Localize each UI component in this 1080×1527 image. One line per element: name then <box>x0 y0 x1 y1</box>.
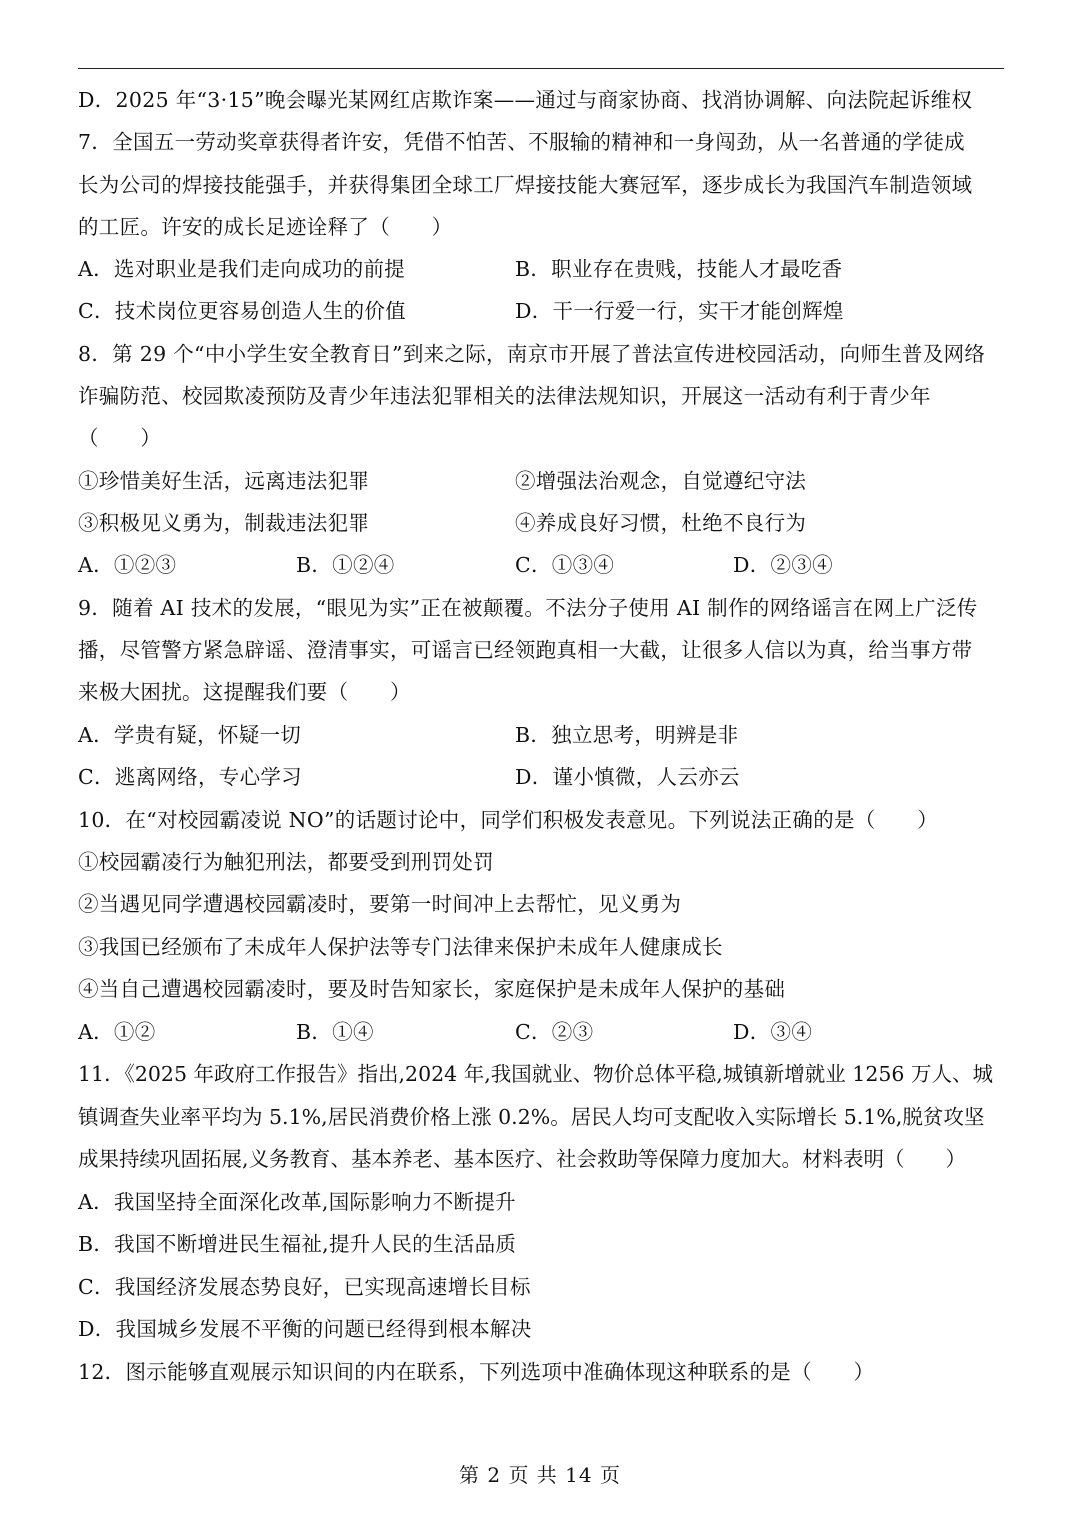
q8-stem-line-1: 8．第 29 个“中小学生安全教育日”到来之际，南京市开展了普法宣传进校园活动，向师生普及网络 <box>78 342 986 366</box>
q7-option-d: D．干一行爱一行，实干才能创辉煌 <box>515 299 844 323</box>
q10-statement-1: ①校园霸凌行为触犯刑法，都要受到刑罚处罚 <box>78 850 494 874</box>
q10-option-d: D．③④ <box>733 1020 813 1044</box>
q9-option-d: D．谨小慎微，人云亦云 <box>515 765 740 789</box>
q7-stem-line-2: 长为公司的焊接技能强手，并获得集团全球工厂焊接技能大赛冠军，逐步成长为我国汽车制造领域 <box>78 173 973 197</box>
header-rule <box>78 68 1004 69</box>
q10-statement-3: ③我国已经颁布了未成年人保护法等专门法律来保护未成年人健康成长 <box>78 935 723 959</box>
q7-option-b: B．职业存在贵贱，技能人才最吃香 <box>515 257 843 281</box>
q8-option-a: A．①②③ <box>78 553 177 577</box>
q10-stem-line-1: 10．在“对校园霸凌说 NO”的话题讨论中，同学们积极发表意见。下列说法正确的是（ ） <box>78 808 939 832</box>
q7-stem-line-1: 7．全国五一劳动奖章获得者许安，凭借不怕苦、不服输的精神和一身闯劲，从一名普通的学徒成 <box>78 130 965 154</box>
q11-stem-line-3: 成果持续巩固拓展,义务教育、基本养老、基本医疗、社会救助等保障力度加大。材料表明（ ） <box>78 1147 967 1171</box>
q7-option-a: A．选对职业是我们走向成功的前提 <box>78 257 406 281</box>
q11-stem-line-1: 11．《2025 年政府工作报告》指出,2024 年,我国就业、物价总体平稳,城镇新增就业 1256 万人、城 <box>78 1062 993 1086</box>
q10-option-a: A．①② <box>78 1020 156 1044</box>
q8-stem-line-3: （ ） <box>78 426 162 450</box>
q11-option-a: A．我国坚持全面深化改革,国际影响力不断提升 <box>78 1190 516 1214</box>
q11-option-b: B．我国不断增进民生福祉,提升人民的生活品质 <box>78 1232 517 1256</box>
q8-option-c: C．①③④ <box>515 553 615 577</box>
q8-stem-line-2: 诈骗防范、校园欺凌预防及青少年违法犯罪相关的法律法规知识，开展这一活动有利于青少年 <box>78 384 931 408</box>
q10-statement-2: ②当遇见同学遭遇校园霸凌时，要第一时间冲上去帮忙，见义勇为 <box>78 892 682 916</box>
q7-option-c: C．技术岗位更容易创造人生的价值 <box>78 299 406 323</box>
q6-option-d: D．2025 年“3·15”晚会曝光某网红店欺诈案——通过与商家协商、找消协调解、向法院起诉维权 <box>78 88 973 112</box>
q9-stem-line-2: 播，尽管警方紧急辟谣、澄清事实，可谣言已经领跑真相一大截，让很多人信以为真，给当事方带 <box>78 638 973 662</box>
q10-statement-4: ④当自己遭遇校园霸凌时，要及时告知家长，家庭保护是未成年人保护的基础 <box>78 977 786 1001</box>
q8-statement-2: ②增强法治观念，自觉遵纪守法 <box>515 469 807 493</box>
q8-option-b: B．①②④ <box>296 553 395 577</box>
q8-statement-4: ④养成良好习惯，杜绝不良行为 <box>515 511 807 535</box>
q7-stem-line-3: 的工匠。许安的成长足迹诠释了（ ） <box>78 215 453 239</box>
q9-stem-line-1: 9．随着 AI 技术的发展，“眼见为实”正在被颠覆。不法分子使用 AI 制作的网络谣言在网上广泛传 <box>78 596 978 620</box>
q12-stem-line-1: 12．图示能够直观展示知识间的内在联系，下列选项中准确体现这种联系的是（ ） <box>78 1360 875 1384</box>
q10-option-c: C．②③ <box>515 1020 594 1044</box>
q9-stem-line-3: 来极大困扰。这提醒我们要（ ） <box>78 680 411 704</box>
q11-option-d: D．我国城乡发展不平衡的问题已经得到根本解决 <box>78 1317 532 1341</box>
q9-option-a: A．学贵有疑，怀疑一切 <box>78 723 302 747</box>
q8-option-d: D．②③④ <box>733 553 833 577</box>
q8-statement-1: ①珍惜美好生活，远离违法犯罪 <box>78 469 370 493</box>
q11-stem-line-2: 镇调查失业率平均为 5.1%,居民消费价格上涨 0.2%。居民人均可支配收入实际增长 5.1%,脱贫攻坚 <box>78 1105 985 1129</box>
page-number: 第 2 页 共 14 页 <box>459 1463 621 1487</box>
q9-option-b: B．独立思考，明辨是非 <box>515 723 739 747</box>
q10-option-b: B．①④ <box>296 1020 374 1044</box>
q8-statement-3: ③积极见义勇为，制裁违法犯罪 <box>78 511 370 535</box>
q11-option-c: C．我国经济发展态势良好，已实现高速增长目标 <box>78 1275 531 1299</box>
q9-option-c: C．逃离网络，专心学习 <box>78 765 302 789</box>
